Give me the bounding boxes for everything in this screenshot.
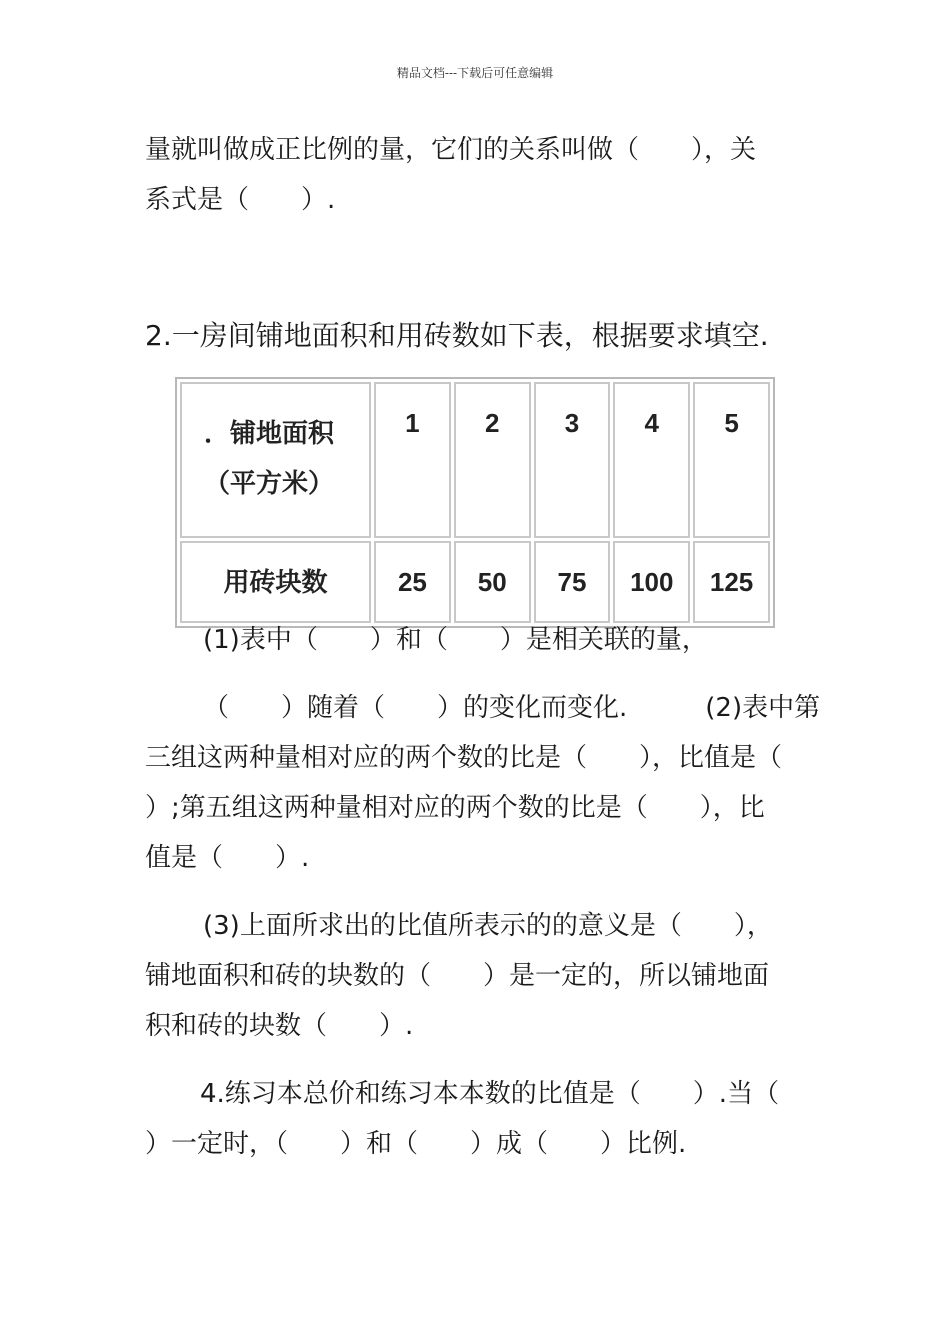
question-title: 2.一房间铺地面积和用砖数如下表，根据要求填空. bbox=[145, 319, 769, 352]
table-cell: 75 bbox=[534, 541, 611, 623]
data-table bbox=[175, 377, 775, 628]
table-header-cell: 用砖块数 bbox=[180, 541, 371, 623]
text-line: 积和砖的块数（ ）. bbox=[145, 1011, 414, 1041]
text-line: 三组这两种量相对应的两个数的比是（ ），比值是（ bbox=[145, 743, 783, 773]
text-line: （ ）随着（ ）的变化而变化. (2)表中第 bbox=[203, 693, 821, 723]
text-line: (1)表中（ ）和（ ）是相关联的量， bbox=[203, 625, 708, 655]
text-line: 4.练习本总价和练习本本数的比值是（ ）.当（ bbox=[200, 1079, 780, 1109]
table-cell: 4 bbox=[613, 382, 690, 538]
text-line: 系式是（ ）. bbox=[145, 185, 336, 215]
table-cell: 25 bbox=[374, 541, 451, 623]
page-header: 精品文档---下载后可任意编辑 bbox=[396, 66, 554, 80]
table-row bbox=[180, 382, 770, 538]
area-unit-label: （平方米） bbox=[204, 468, 335, 498]
table-cell: 50 bbox=[454, 541, 531, 623]
area-label: ．铺地面积 bbox=[204, 418, 335, 448]
table-cell: 5 bbox=[693, 382, 770, 538]
text-line: (3)上面所求出的比值所表示的的意义是（ ）， bbox=[203, 911, 773, 941]
table-header-cell bbox=[180, 382, 371, 538]
table-cell: 125 bbox=[693, 541, 770, 623]
text-line: 量就叫做成正比例的量，它们的关系叫做（ ），关 bbox=[145, 135, 757, 165]
table-cell: 2 bbox=[454, 382, 531, 538]
text-line: ）;第五组这两种量相对应的两个数的比是（ ），比 bbox=[145, 793, 765, 823]
text-line: 铺地面积和砖的块数的（ ）是一定的，所以铺地面 bbox=[145, 961, 770, 991]
table-cell: 100 bbox=[613, 541, 690, 623]
table-cell: 3 bbox=[534, 382, 611, 538]
text-line: ）一定时，（ ）和（ ）成（ ）比例. bbox=[145, 1129, 687, 1159]
table-row bbox=[180, 541, 770, 623]
table-cell: 1 bbox=[374, 382, 451, 538]
text-line: 值是（ ）. bbox=[145, 843, 310, 873]
